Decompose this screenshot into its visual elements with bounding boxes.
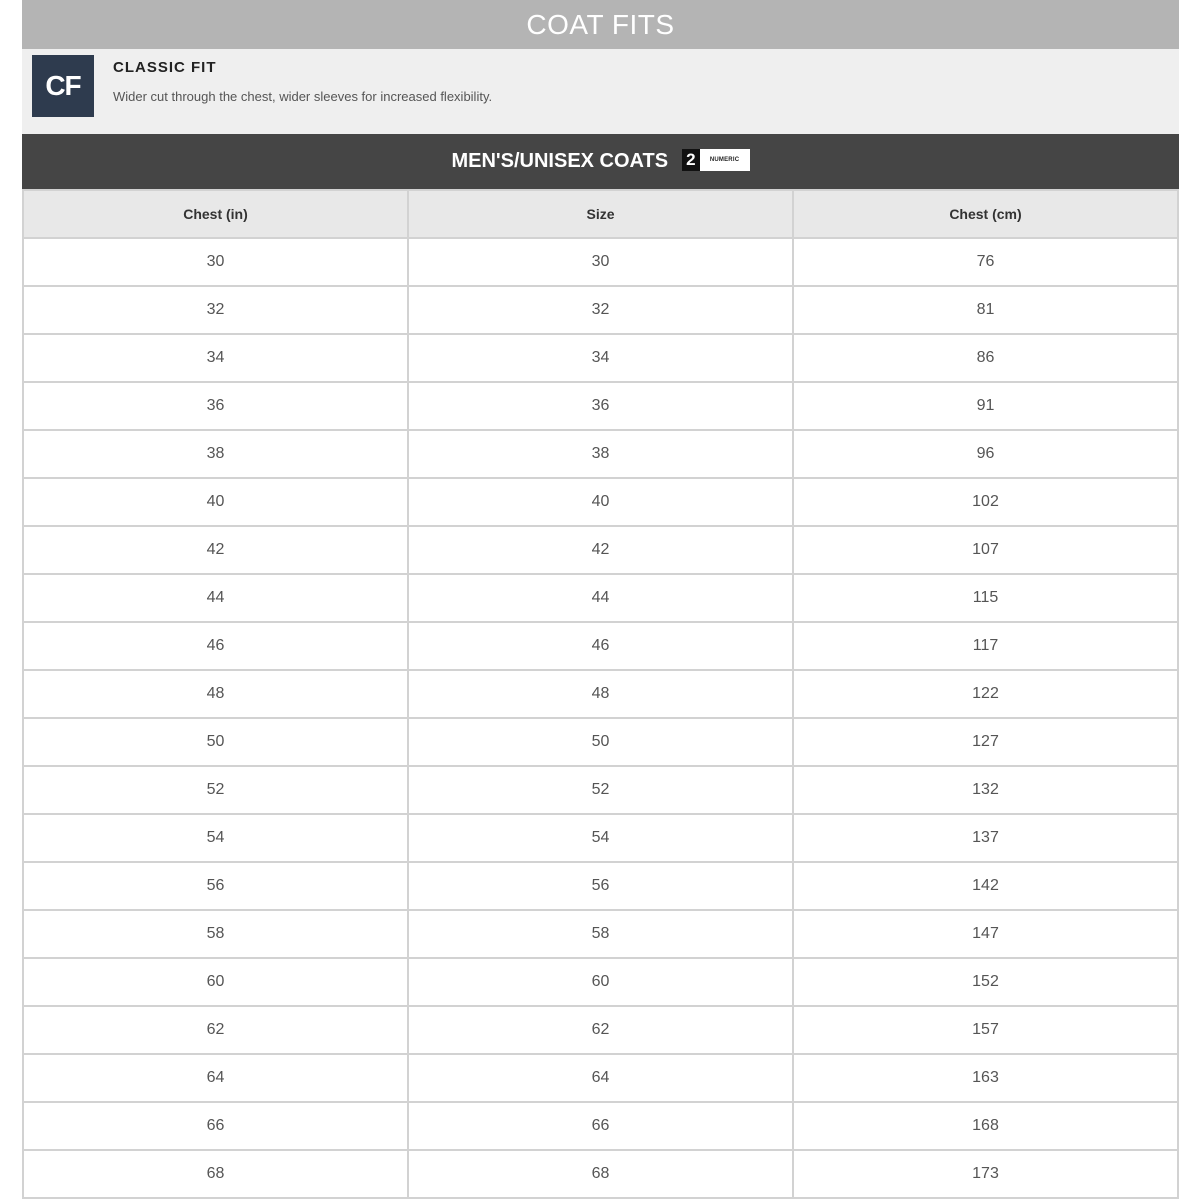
table-row [23,238,1178,286]
cell-chest-cm: 102 [793,478,1178,526]
cell-chest-in: 58 [23,910,408,958]
cell-chest-in: 62 [23,1006,408,1054]
cell-chest-cm: 147 [793,910,1178,958]
table-row [23,430,1178,478]
page-title: COAT FITS [22,0,1179,49]
cell-chest-cm: 115 [793,574,1178,622]
table-row [23,1150,1178,1198]
cell-size: 36 [408,382,793,430]
cell-size: 42 [408,526,793,574]
cell-chest-in: 30 [23,238,408,286]
column-header-size: Size [408,190,793,238]
cell-size: 48 [408,670,793,718]
cell-chest-cm: 157 [793,1006,1178,1054]
cell-size: 58 [408,910,793,958]
cell-chest-in: 32 [23,286,408,334]
cell-chest-in: 56 [23,862,408,910]
cell-chest-cm: 117 [793,622,1178,670]
size-table [22,189,1179,1199]
cell-chest-in: 60 [23,958,408,1006]
table-row [23,1054,1178,1102]
cell-chest-in: 66 [23,1102,408,1150]
table-row [23,1102,1178,1150]
cell-chest-cm: 81 [793,286,1178,334]
cell-size: 54 [408,814,793,862]
cell-chest-in: 38 [23,430,408,478]
section-title: MEN'S/UNISEX COATS [451,150,669,172]
fit-description-row [22,49,1179,134]
table-row [23,334,1178,382]
table-row [23,526,1178,574]
table-row [23,862,1178,910]
cell-chest-cm: 152 [793,958,1178,1006]
fit-description: Wider cut through the chest, wider sleeves for increased flexibility. [113,89,493,104]
numeric-badge-number: 2 [682,149,699,171]
cell-size: 56 [408,862,793,910]
cell-size: 38 [408,430,793,478]
fit-badge-icon: CF [32,55,94,117]
cell-size: 64 [408,1054,793,1102]
table-body [23,238,1178,1198]
cell-chest-cm: 163 [793,1054,1178,1102]
cell-chest-cm: 122 [793,670,1178,718]
table-row [23,574,1178,622]
cell-size: 66 [408,1102,793,1150]
cell-chest-cm: 76 [793,238,1178,286]
cell-chest-in: 48 [23,670,408,718]
table-row [23,766,1178,814]
cell-size: 68 [408,1150,793,1198]
cell-size: 44 [408,574,793,622]
cell-chest-in: 44 [23,574,408,622]
cell-size: 50 [408,718,793,766]
table-row [23,718,1178,766]
cell-chest-in: 52 [23,766,408,814]
cell-size: 52 [408,766,793,814]
table-row [23,958,1178,1006]
column-header-chest-cm: Chest (cm) [793,190,1178,238]
cell-chest-in: 64 [23,1054,408,1102]
table-row [23,622,1178,670]
cell-size: 34 [408,334,793,382]
table-header-row [23,190,1178,238]
cell-chest-cm: 91 [793,382,1178,430]
numeric-badge-label: NUMERIC [700,149,750,171]
cell-chest-cm: 132 [793,766,1178,814]
cell-size: 46 [408,622,793,670]
cell-chest-cm: 173 [793,1150,1178,1198]
column-header-chest-in: Chest (in) [23,190,408,238]
cell-chest-cm: 96 [793,430,1178,478]
table-row [23,670,1178,718]
cell-chest-in: 42 [23,526,408,574]
table-row [23,286,1178,334]
cell-chest-cm: 137 [793,814,1178,862]
cell-chest-cm: 86 [793,334,1178,382]
cell-chest-in: 68 [23,1150,408,1198]
cell-chest-in: 54 [23,814,408,862]
cell-chest-in: 40 [23,478,408,526]
table-row [23,1006,1178,1054]
cell-chest-cm: 168 [793,1102,1178,1150]
cell-chest-cm: 107 [793,526,1178,574]
table-row [23,478,1178,526]
cell-chest-in: 50 [23,718,408,766]
section-header [22,134,1179,189]
cell-chest-cm: 127 [793,718,1178,766]
cell-size: 30 [408,238,793,286]
table-row [23,814,1178,862]
cell-chest-cm: 142 [793,862,1178,910]
size-chart [22,0,1179,1199]
cell-size: 62 [408,1006,793,1054]
table-row [23,382,1178,430]
cell-chest-in: 36 [23,382,408,430]
cell-chest-in: 46 [23,622,408,670]
cell-size: 32 [408,286,793,334]
cell-size: 40 [408,478,793,526]
fit-title: CLASSIC FIT [113,59,217,76]
cell-chest-in: 34 [23,334,408,382]
cell-size: 60 [408,958,793,1006]
table-row [23,910,1178,958]
